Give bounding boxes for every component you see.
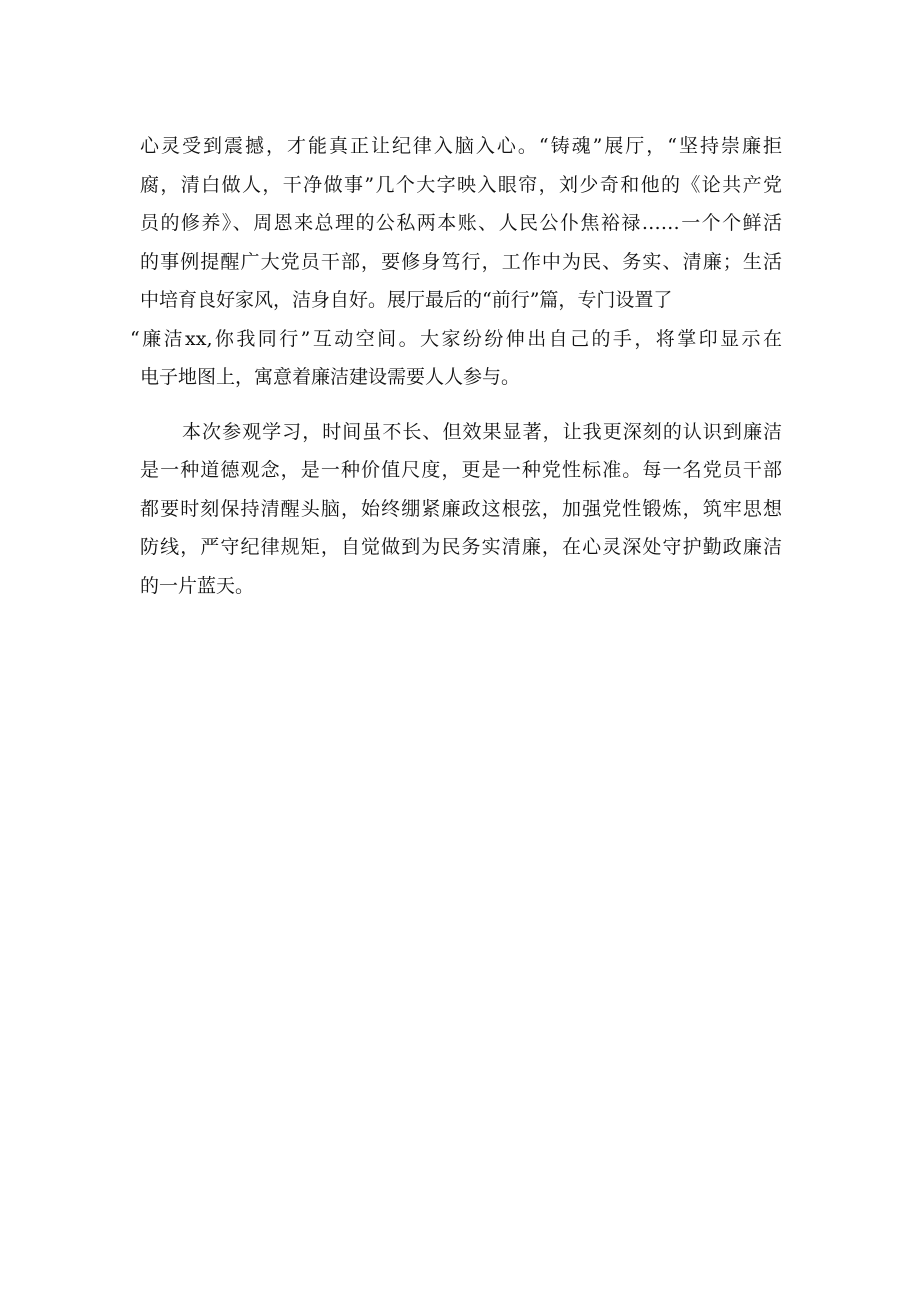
paragraph-line: 中培育良好家风，洁身自好。展厅最后的“前行”篇，专门设置了 xyxy=(140,289,673,311)
paragraph-2 xyxy=(140,413,782,606)
paragraph-line: 都要时刻保持清醒头脑，始终绷紧廉政这根弦，加强党性锻炼，筑牢思想 xyxy=(140,497,782,520)
paragraph-line: 员的修养》、周恩来总理的公私两本账、人民公仆焦裕禄……一个个鲜活 xyxy=(140,212,782,234)
paragraph-line: 的事例提醒广大党员干部，要修身笃行，工作中为民、务实、清廉；生活 xyxy=(140,250,782,273)
paragraph-line: 是一种道德观念，是一种价值尺度，更是一种党性标准。每一名党员干部 xyxy=(140,459,782,481)
paragraph-line: “廉洁xx,你我同行”互动空间。大家纷纷伸出自己的手，将掌印显示在 xyxy=(130,327,782,350)
paragraph-line: 腐，清白做人，干净做事”几个大字映入眼帘，刘少奇和他的《论共产党 xyxy=(140,173,782,196)
document-body xyxy=(130,127,782,605)
paragraph-line: 的一片蓝天。 xyxy=(140,574,255,597)
paragraph-spacer xyxy=(140,397,782,413)
paragraph-line: 心灵受到震撼，才能真正让纪律入脑入心。“铸魂”展厅，“坚持崇廉拒 xyxy=(140,135,782,157)
paragraph-1 xyxy=(130,127,782,397)
paragraph-line: 防线，严守纪律规矩，自觉做到为民务实清廉，在心灵深处守护勤政廉洁 xyxy=(140,536,782,558)
paragraph-line: 本次参观学习，时间虽不长、但效果显著，让我更深刻的认识到廉洁 xyxy=(182,420,782,443)
paragraph-line: 电子地图上，寓意着廉洁建设需要人人参与。 xyxy=(140,366,521,388)
